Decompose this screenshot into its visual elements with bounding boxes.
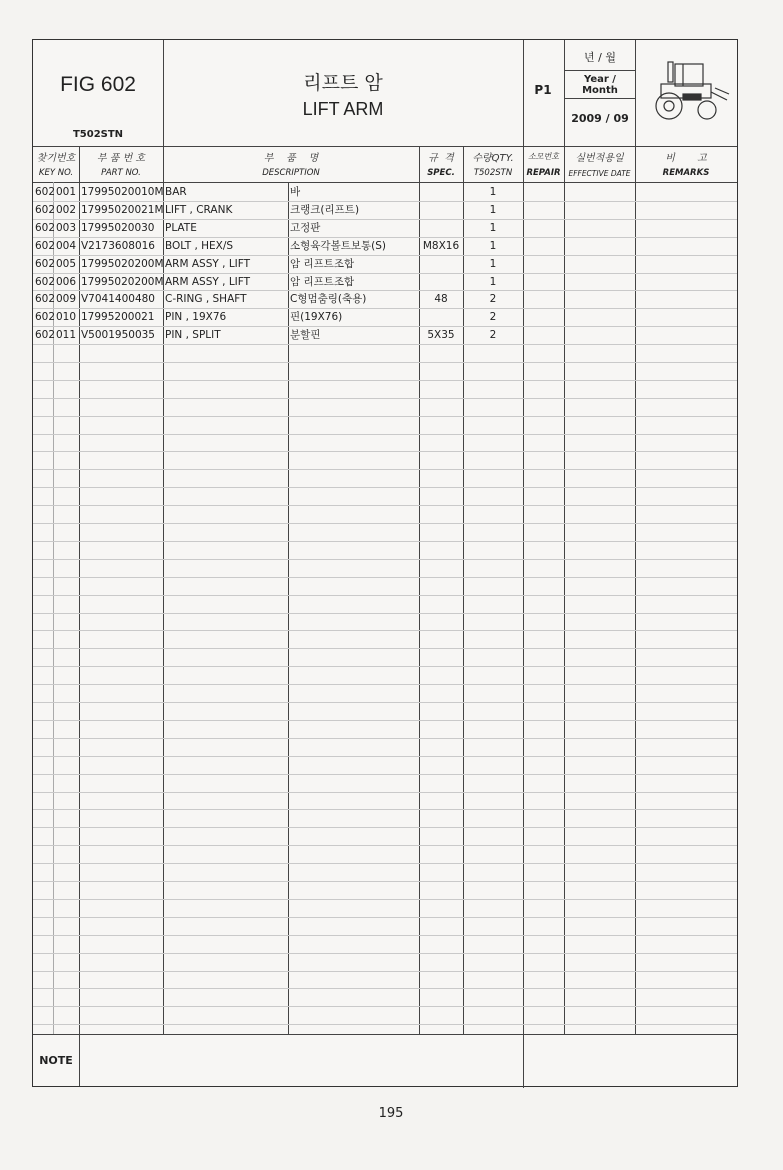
row-desc-en: BOLT , HEX/S xyxy=(165,239,234,252)
row-fig: 602 xyxy=(35,275,56,288)
page-label: P1 xyxy=(534,83,552,97)
row-desc-kr: 핀(19X76) xyxy=(290,311,343,324)
row-desc-kr: 소형육각볼트보통(S) xyxy=(290,239,387,252)
tractor-icon xyxy=(643,58,733,128)
row-qty: 2 xyxy=(489,293,497,306)
row-desc-en: LIFT , CRANK xyxy=(165,203,233,216)
col-repair-kr: 소모번호 xyxy=(528,151,559,161)
row-fig: 602 xyxy=(35,203,56,216)
row-desc-kr: 크랭크(리프트) xyxy=(290,203,360,216)
col-remarks-en: REMARKS xyxy=(662,168,710,178)
row-desc-kr: 바 xyxy=(290,186,301,198)
row-key-no: 009 xyxy=(55,293,77,306)
row-desc-en: ARM ASSY , LIFT xyxy=(165,275,251,288)
note-label: NOTE xyxy=(39,1053,73,1067)
col-qty-en: T502STN xyxy=(473,168,513,178)
row-spec: 48 xyxy=(434,293,448,306)
row-desc-kr: 암 리프트조합 xyxy=(290,257,355,270)
row-qty: 1 xyxy=(489,257,497,270)
row-desc-en: ARM ASSY , LIFT xyxy=(165,257,251,270)
row-key-no: 004 xyxy=(55,239,77,252)
row-qty: 1 xyxy=(489,203,497,216)
row-key-no: 006 xyxy=(55,275,77,288)
row-desc-kr: 암 리프트조합 xyxy=(290,275,355,288)
col-eff-en: EFFECTIVE DATE xyxy=(568,168,631,178)
col-spec-en: SPEC. xyxy=(427,168,455,178)
row-spec: M8X16 xyxy=(422,239,460,252)
col-key-kr: 찾기번호 xyxy=(36,152,76,164)
row-key-no: 011 xyxy=(55,329,77,342)
row-qty: 1 xyxy=(489,239,497,252)
row-part-no: 17995020200M xyxy=(81,257,164,270)
row-desc-en: PIN , SPLIT xyxy=(165,329,221,342)
row-key-no: 005 xyxy=(55,257,77,270)
row-key-no: 010 xyxy=(55,311,77,324)
row-part-no: 17995020200M xyxy=(81,275,164,288)
col-remarks-kr: 비 고 xyxy=(665,152,707,164)
row-desc-en: C-RING , SHAFT xyxy=(165,293,247,306)
row-part-no: V5001950035 xyxy=(81,329,155,342)
title-korean: 리프트 암 xyxy=(303,71,383,94)
row-part-no: V2173608016 xyxy=(81,239,155,252)
col-eff-kr: 실번적용일 xyxy=(575,152,624,164)
row-key-no: 003 xyxy=(55,221,77,234)
col-spec-kr: 규 격 xyxy=(428,152,454,164)
row-fig: 602 xyxy=(35,257,56,270)
row-desc-kr: 고정판 xyxy=(290,221,321,234)
row-key-no: 001 xyxy=(55,186,77,198)
fig-number: FIG 602 xyxy=(60,73,136,96)
row-part-no: 17995200021 xyxy=(81,311,155,324)
row-fig: 602 xyxy=(35,221,56,234)
row-fig: 602 xyxy=(35,329,56,342)
row-part-no: 17995020010M xyxy=(81,186,164,198)
row-fig: 602 xyxy=(35,311,56,324)
row-qty: 1 xyxy=(489,275,497,288)
row-fig: 602 xyxy=(35,239,56,252)
row-part-no: 17995020021M xyxy=(81,203,164,216)
row-desc-en: PIN , 19X76 xyxy=(165,311,227,324)
row-qty: 2 xyxy=(489,329,497,342)
col-part-kr: 부 품 번 호 xyxy=(96,152,146,164)
row-spec: 5X35 xyxy=(427,329,455,342)
title-english: LIFT ARM xyxy=(302,98,384,119)
row-qty: 1 xyxy=(489,221,497,234)
year-month-korean: 년 / 월 xyxy=(584,51,616,64)
row-qty: 2 xyxy=(489,311,497,324)
col-qty-kr: 수량QTY. xyxy=(472,152,514,164)
issue-date: 2009 / 09 xyxy=(571,111,629,125)
col-desc-en: DESCRIPTION xyxy=(262,168,320,178)
col-desc-kr: 부 품 명 xyxy=(263,152,319,164)
col-repair-en: REPAIR xyxy=(526,168,561,178)
parts-list-sheet xyxy=(32,39,738,1087)
year-month-label: Year / Month xyxy=(582,74,618,96)
col-part-en: PART NO. xyxy=(101,168,141,178)
row-desc-en: BAR xyxy=(165,186,187,198)
col-key-en: KEY NO. xyxy=(38,168,74,178)
row-desc-kr: C형멈춤링(축용) xyxy=(290,293,367,306)
model-code: T502STN xyxy=(72,128,124,140)
row-desc-kr: 분할핀 xyxy=(290,329,321,342)
row-key-no: 002 xyxy=(55,203,77,216)
row-fig: 602 xyxy=(35,293,56,306)
row-part-no: 17995020030 xyxy=(81,221,155,234)
row-part-no: V7041400480 xyxy=(81,293,155,306)
row-qty: 1 xyxy=(489,186,497,198)
page-number: 195 xyxy=(378,1105,404,1121)
row-desc-en: PLATE xyxy=(165,221,197,234)
row-fig: 602 xyxy=(35,186,56,198)
